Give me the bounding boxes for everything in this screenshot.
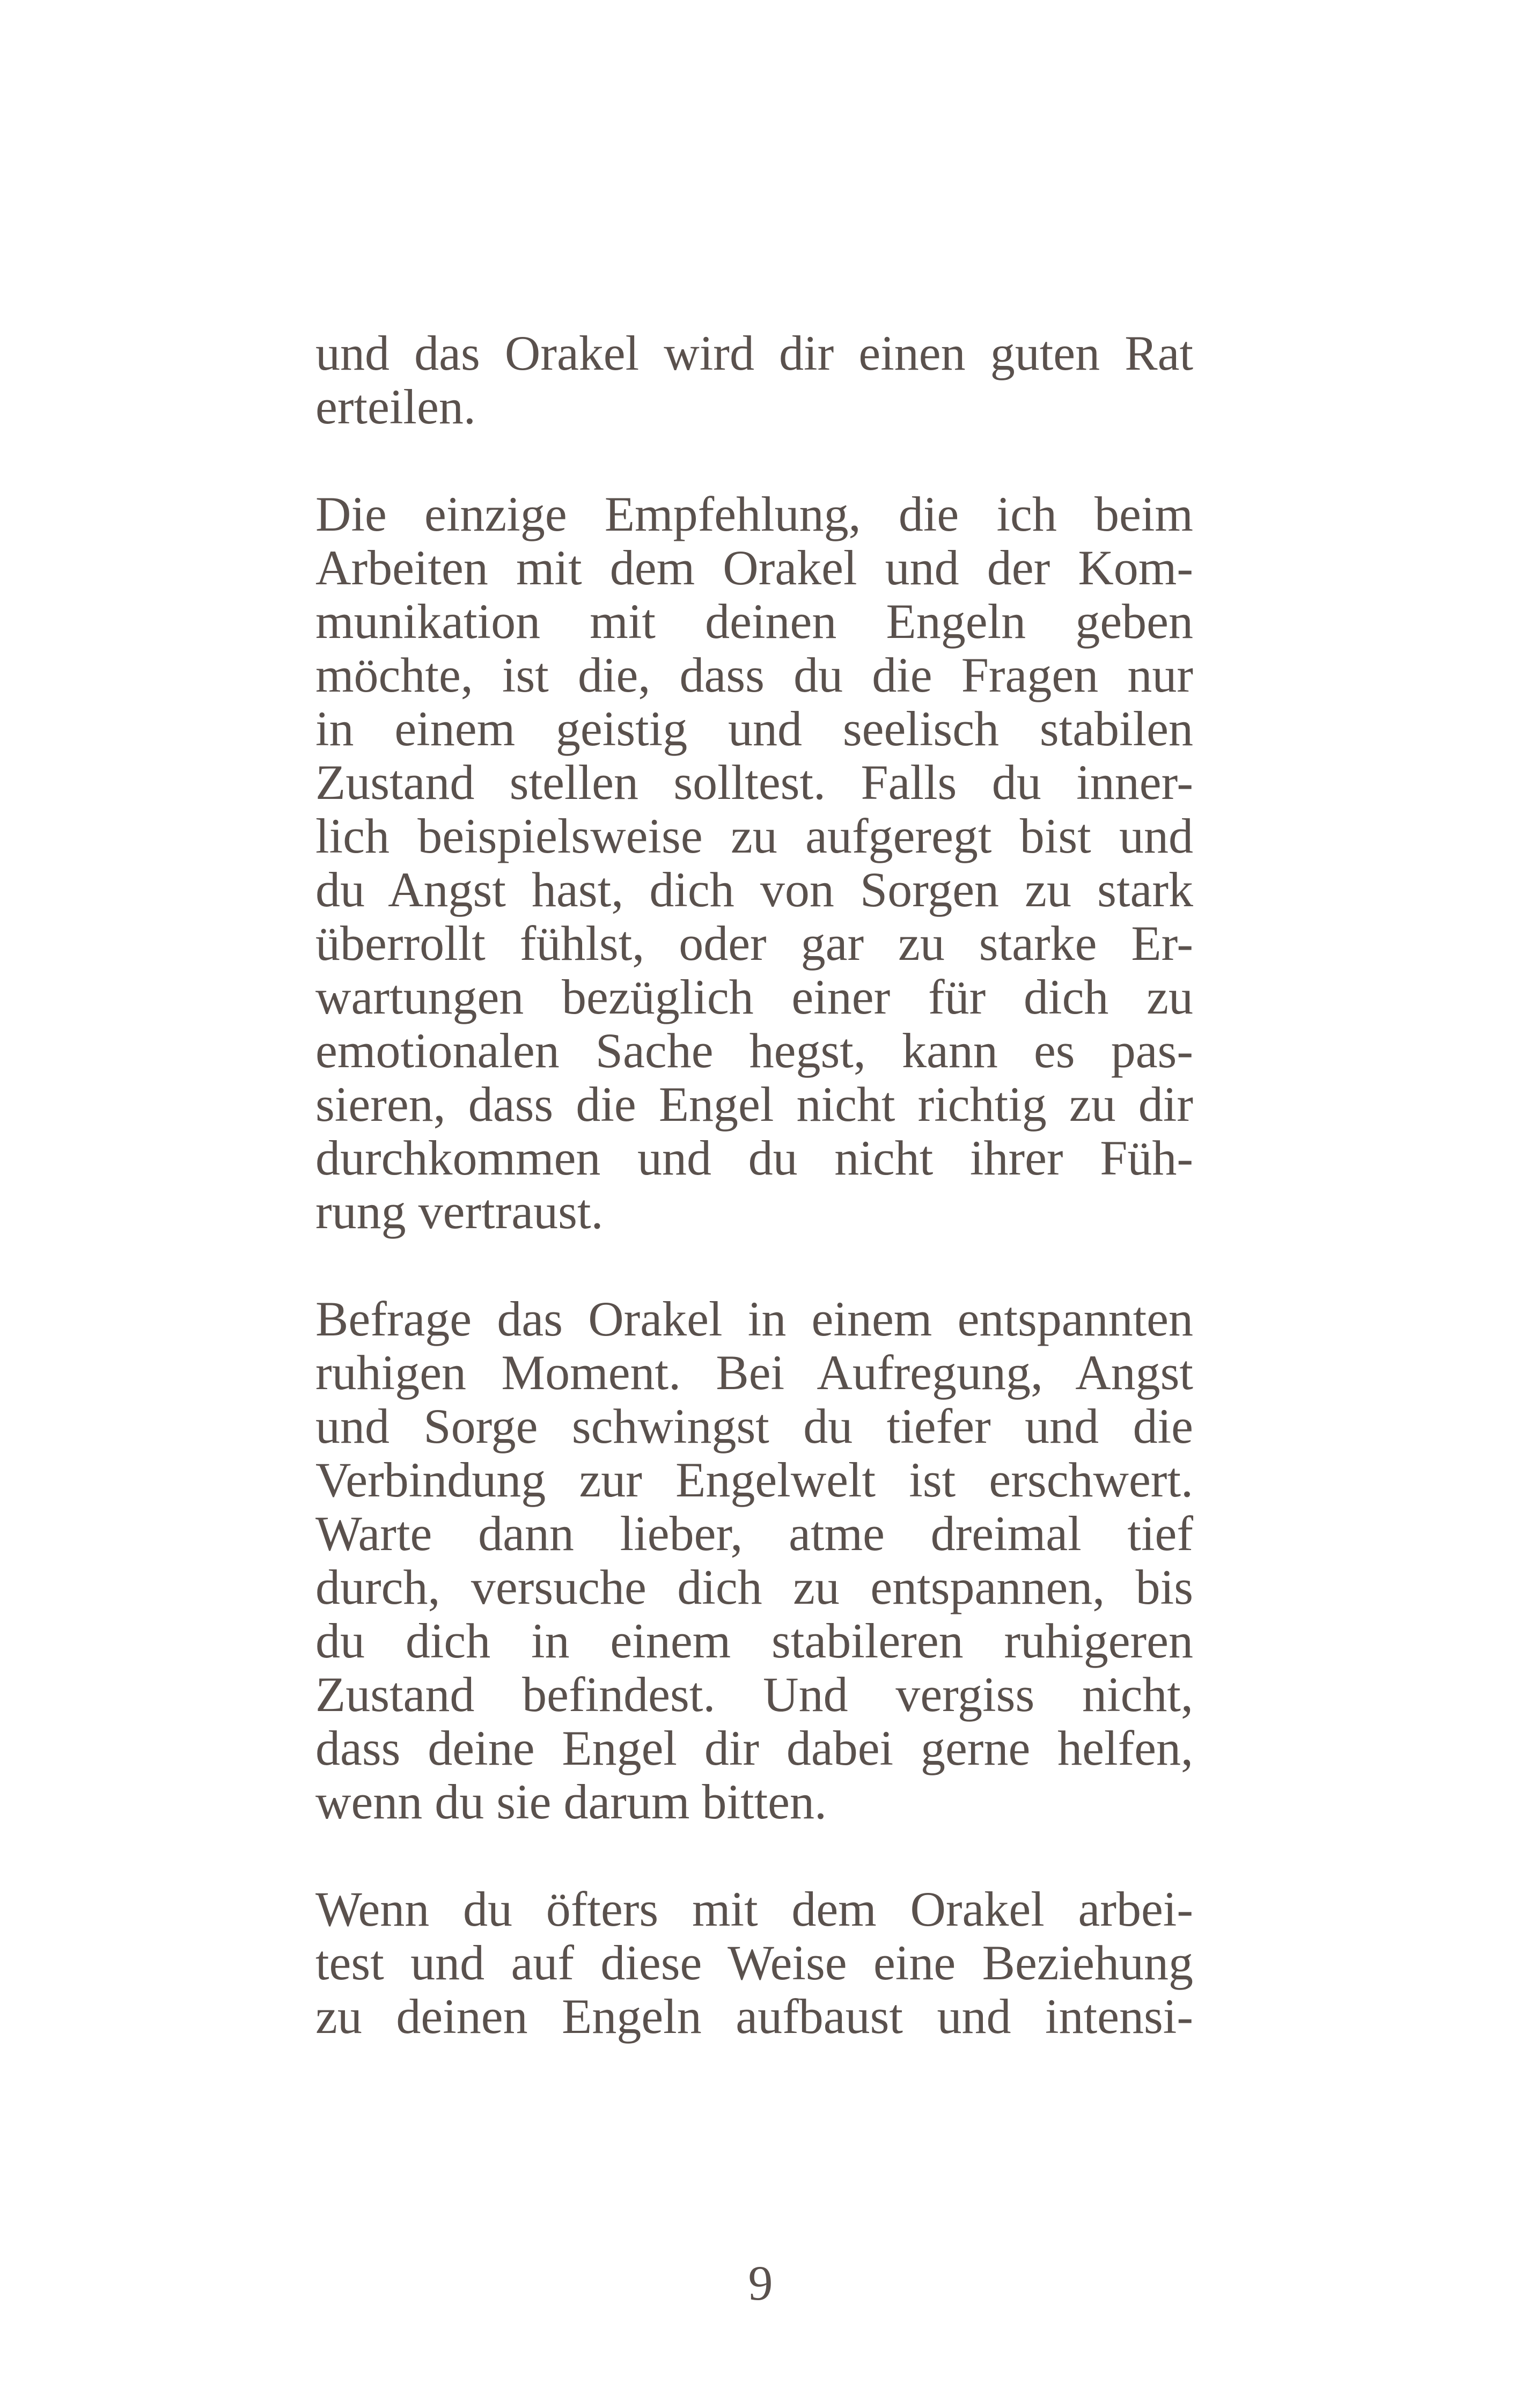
text-line: überrollt fühlst, oder gar zu starke Er-	[315, 916, 1193, 971]
text-line: wenn du sie darum bitten.	[315, 1774, 827, 1829]
text-line: Befrage das Orakel in einem entspannten	[315, 1291, 1193, 1346]
text-line: in einem geistig und seelisch stabilen	[315, 701, 1193, 756]
text-line: durch, versuche dich zu entspannen, bis	[315, 1560, 1193, 1614]
text-line: Warte dann lieber, atme dreimal tief	[315, 1506, 1193, 1561]
text-line: wartungen bezüglich einer für dich zu	[315, 970, 1193, 1024]
text-line: dass deine Engel dir dabei gerne helfen,	[315, 1721, 1193, 1775]
text-line: test und auf diese Weise eine Beziehung	[315, 1935, 1193, 1990]
text-line: Arbeiten mit dem Orakel und der Kom-	[315, 540, 1193, 595]
paragraph-2	[315, 487, 1193, 1238]
paragraph-1	[315, 326, 1193, 434]
text-line: du dich in einem stabileren ruhigeren	[315, 1613, 1193, 1668]
text-line: ruhigen Moment. Bei Aufregung, Angst	[315, 1345, 1193, 1400]
paragraph-4	[315, 1882, 1193, 2043]
text-line: rung vertraust.	[315, 1184, 604, 1239]
text-line: sieren, dass die Engel nicht richtig zu dir	[315, 1077, 1193, 1132]
text-line: erteilen.	[315, 379, 476, 434]
text-line: munikation mit deinen Engeln geben	[315, 594, 1193, 649]
text-line: lich beispielsweise zu aufgeregt bist und	[315, 809, 1193, 863]
text-line: zu deinen Engeln aufbaust und intensi-	[315, 1989, 1193, 2044]
body-text	[315, 326, 1193, 2097]
text-line: und Sorge schwingst du tiefer und die	[315, 1399, 1193, 1453]
page-number: 9	[748, 2256, 773, 2310]
text-line: und das Orakel wird dir einen guten Rat	[315, 326, 1193, 380]
text-line: Verbindung zur Engelwelt ist erschwert.	[315, 1452, 1193, 1507]
text-line: Zustand stellen solltest. Falls du inner-	[315, 755, 1193, 810]
text-line: Zustand befindest. Und vergiss nicht,	[315, 1667, 1193, 1722]
text-line: du Angst hast, dich von Sorgen zu stark	[315, 862, 1193, 917]
text-line: Die einzige Empfehlung, die ich beim	[315, 487, 1193, 541]
text-line: emotionalen Sache hegst, kann es pas-	[315, 1023, 1193, 1078]
paragraph-3	[315, 1292, 1193, 1829]
text-line: möchte, ist die, dass du die Fragen nur	[315, 648, 1193, 702]
text-line: durchkommen und du nicht ihrer Füh-	[315, 1130, 1193, 1185]
text-line: Wenn du öfters mit dem Orakel arbei-	[315, 1882, 1193, 1936]
